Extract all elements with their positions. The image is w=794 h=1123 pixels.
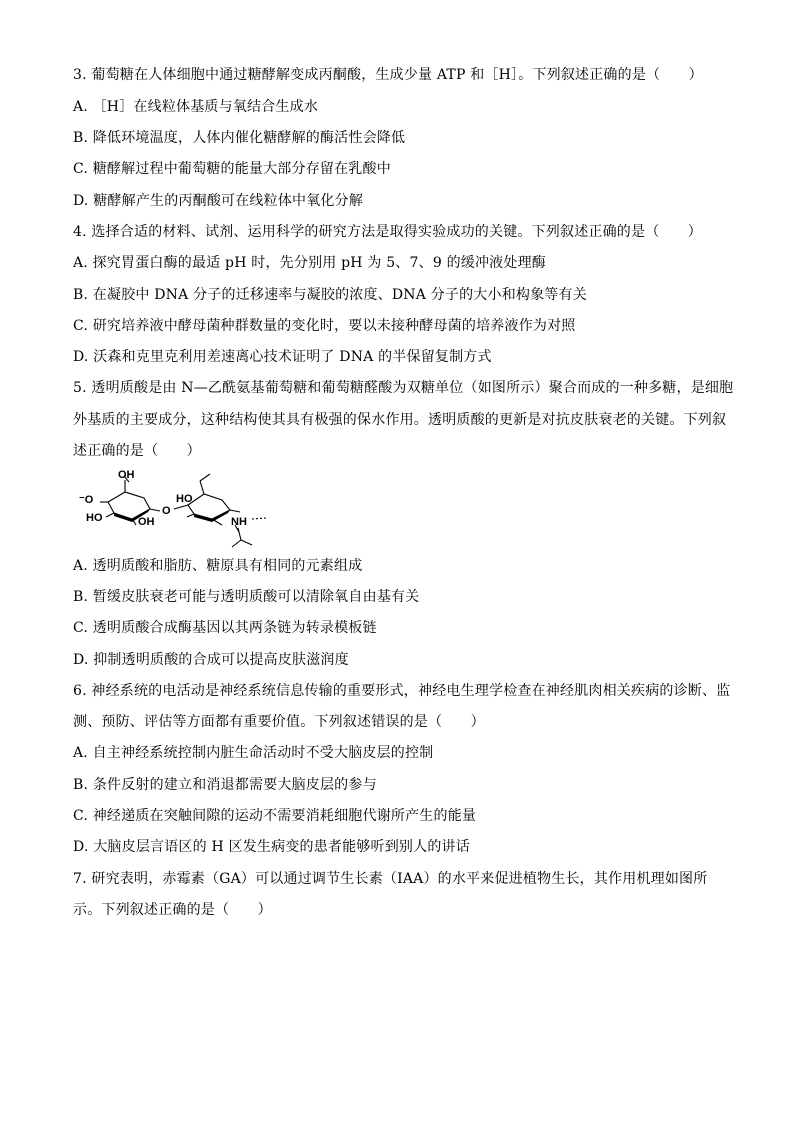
q6-stem-line1: 6. 神经系统的电活动是神经系统信息传输的重要形式，神经电生理学检查在神经肌肉相关疾病的诊断、监 bbox=[73, 683, 731, 699]
q6-option-b: B. 条件反射的建立和消退都需要大脑皮层的参与 bbox=[73, 777, 377, 793]
q3-option-b: B. 降低环境温度，人体内催化糖酵解的酶活性会降低 bbox=[73, 130, 406, 146]
q7-stem-line2: 示。下列叙述正确的是（ ） bbox=[73, 902, 272, 918]
q4-option-b: B. 在凝胶中 DNA 分子的迁移速率与凝胶的浓度、DNA 分子的大小和构象等有关 bbox=[73, 287, 587, 303]
q6-option-c: C. 神经递质在突触间隙的运动不需要消耗细胞代谢所产生的能量 bbox=[73, 808, 477, 824]
label-o-minus: ⁻O bbox=[79, 494, 94, 506]
label-oh-bottom: OH bbox=[138, 516, 155, 528]
q5-stem-line3: 述正确的是（ ） bbox=[73, 443, 201, 459]
q3-option-a: A. ［H］在线粒体基质与氧结合生成水 bbox=[73, 99, 319, 115]
label-o-link: O bbox=[162, 505, 171, 517]
q3-stem: 3. 葡萄糖在人体细胞中通过糖酵解变成丙酮酸，生成少量 ATP 和［H］。下列叙述正确的是（ ） bbox=[73, 67, 703, 83]
label-nh: NH bbox=[231, 516, 247, 528]
q5-stem-line2: 外基质的主要成分，这种结构使其具有极强的保水作用。透明质酸的更新是对抗皮肤衰老的关键。下列叙 bbox=[73, 412, 727, 428]
q5-option-b: B. 暂缓皮肤衰老可能与透明质酸可以清除氧自由基有关 bbox=[73, 589, 420, 605]
q7-stem-line1: 7. 研究表明，赤霉素（GA）可以通过调节生长素（IAA）的水平来促进植物生长，其作用机理如图所 bbox=[73, 871, 708, 887]
label-ho-left: HO bbox=[86, 512, 103, 524]
q4-stem: 4. 选择合适的材料、试剂、运用科学的研究方法是取得实验成功的关键。下列叙述正确的是（ ） bbox=[73, 224, 703, 240]
q5-option-c: C. 透明质酸合成酶基因以其两条链为转录模板链 bbox=[73, 620, 377, 636]
q6-option-d: D. 大脑皮层言语区的 H 区发生病变的患者能够听到别人的讲话 bbox=[73, 839, 470, 855]
label-ho-mid: HO bbox=[176, 493, 193, 505]
q6-stem-line2: 测、预防、评估等方面都有重要价值。下列叙述错误的是（ ） bbox=[73, 714, 485, 730]
label-oh-top: OH bbox=[118, 469, 135, 481]
hyaluronic-acid-structure-figure bbox=[70, 467, 285, 550]
q4-option-d: D. 沃森和克里克利用差速离心技术证明了 DNA 的半保留复制方式 bbox=[73, 349, 492, 365]
q3-option-c: C. 糖酵解过程中葡萄糖的能量大部分存留在乳酸中 bbox=[73, 161, 391, 177]
q6-option-a: A. 自主神经系统控制内脏生命活动时不受大脑皮层的控制 bbox=[73, 745, 434, 761]
q5-stem-line1: 5. 透明质酸是由 N—乙酰氨基葡萄糖和葡萄糖醛酸为双糖单位（如图所示）聚合而成的一种多糖，是细胞 bbox=[73, 380, 734, 396]
q4-option-c: C. 研究培养液中酵母菌种群数量的变化时，要以未接种酵母菌的培养液作为对照 bbox=[73, 318, 576, 334]
q4-option-a: A. 探究胃蛋白酶的最适 pH 时，先分别用 pH 为 5、7、9 的缓冲液处理酶 bbox=[73, 255, 546, 271]
q3-option-d: D. 糖酵解产生的丙酮酸可在线粒体中氧化分解 bbox=[73, 193, 364, 209]
q5-option-d: D. 抑制透明质酸的合成可以提高皮肤滋润度 bbox=[73, 652, 349, 668]
q5-option-a: A. 透明质酸和脂肪、糖原具有相同的元素组成 bbox=[73, 558, 363, 574]
